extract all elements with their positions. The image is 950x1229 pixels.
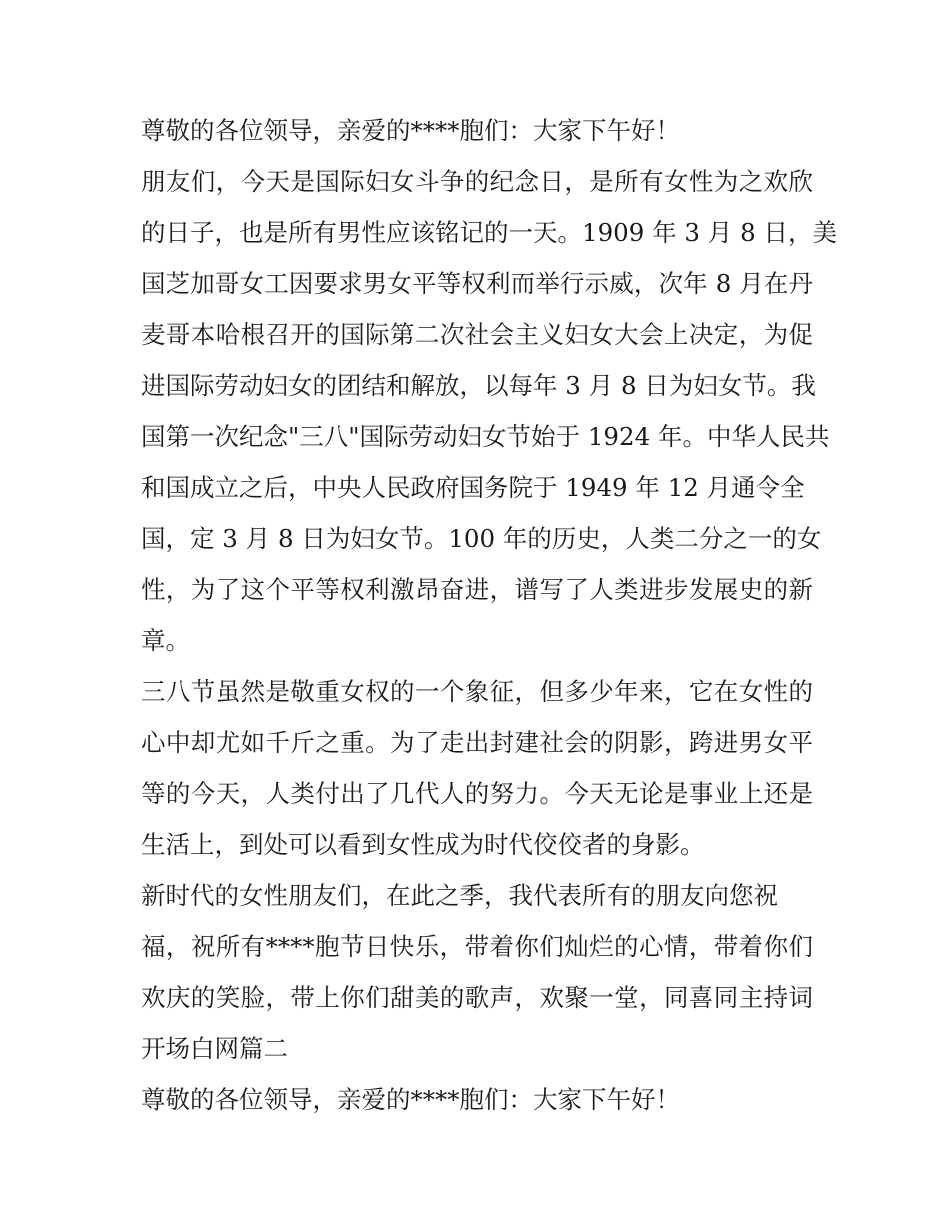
- paragraph-3-line-2: 福，祝所有****胞节日快乐，带着你们灿烂的心情，带着你们: [141, 932, 813, 961]
- paragraph-2-line-1: 三八节虽然是敬重女权的一个象征，但多少年来，它在女性的: [141, 677, 813, 706]
- paragraph-2-line-4: 生活上，到处可以看到女性成为时代佼佼者的身影。: [141, 830, 705, 859]
- paragraph-1-line-9: 性，为了这个平等权利激昂奋进，谱写了人类进步发展史的新: [141, 575, 813, 604]
- paragraph-1-line-8: 国，定 3 月 8 日为妇女节。100 年的历史，人类二分之一的女: [141, 524, 822, 553]
- paragraph-3-line-1: 新时代的女性朋友们，在此之季，我代表所有的朋友向您祝: [141, 881, 778, 910]
- paragraph-1-line-4: 麦哥本哈根召开的国际第二次社会主义妇女大会上决定，为促: [141, 320, 813, 349]
- paragraph-1-line-2: 的日子，也是所有男性应该铭记的一天。1909 年 3 月 8 日，美: [141, 218, 837, 247]
- section-heading: 开场白网篇二: [141, 1034, 288, 1063]
- paragraph-1-line-1: 朋友们，今天是国际妇女斗争的纪念日，是所有女性为之欢欣: [141, 167, 813, 196]
- document-body: [141, 105, 837, 1125]
- paragraph-3-line-3: 欢庆的笑脸，带上你们甜美的歌声，欢聚一堂，同喜同主持词: [141, 983, 813, 1012]
- paragraph-1-line-6: 国第一次纪念"三八"国际劳动妇女节始于 1924 年。中华人民共: [141, 422, 830, 451]
- paragraph-1-line-3: 国芝加哥女工因要求男女平等权利而举行示威，次年 8 月在丹: [141, 269, 813, 298]
- paragraph-1-line-5: 进国际劳动妇女的团结和解放，以每年 3 月 8 日为妇女节。我: [141, 371, 816, 400]
- paragraph-2-line-3: 等的今天，人类付出了几代人的努力。今天无论是事业上还是: [141, 779, 813, 808]
- greeting-line-2: 尊敬的各位领导，亲爱的****胞们：大家下午好！: [141, 1085, 680, 1114]
- paragraph-1-line-10: 章。: [141, 626, 190, 655]
- paragraph-2-line-2: 心中却尤如千斤之重。为了走出封建社会的阴影，跨进男女平: [141, 728, 813, 757]
- greeting-line: 尊敬的各位领导，亲爱的****胞们：大家下午好！: [141, 116, 680, 145]
- paragraph-1-line-7: 和国成立之后，中央人民政府国务院于 1949 年 12 月通令全: [141, 473, 805, 502]
